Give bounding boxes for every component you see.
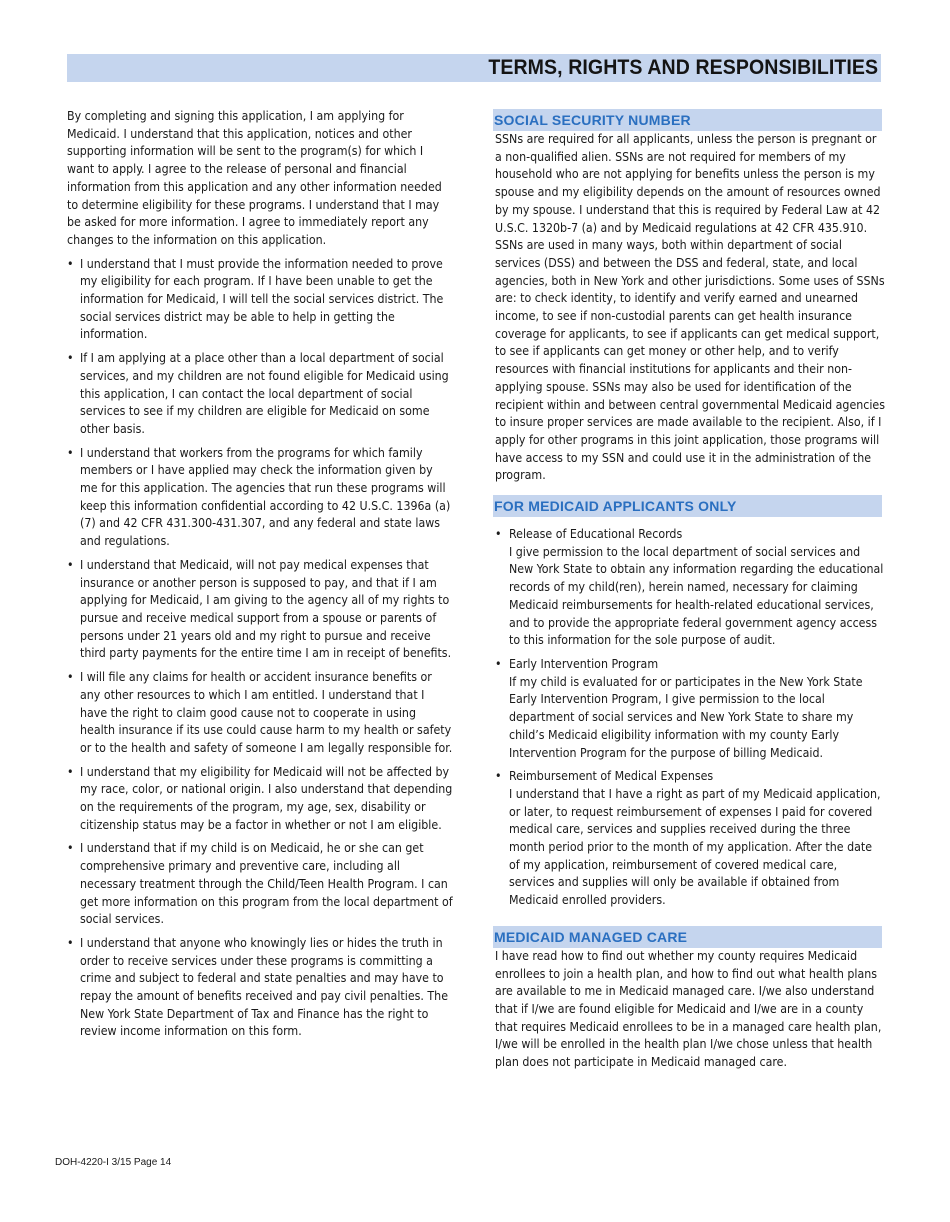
list-item-title: Reimbursement of Medical Expenses	[509, 769, 714, 784]
list-item: • I understand that anyone who knowingly lies or hides the truth in order to receive services under these programs is committing a crime and subject to federal and state penalties and may have to repay the amount of benefits received and pay civil penalties. The New York State Department of Tax and Finance has the right to review income information on this form.	[67, 935, 453, 1041]
list-item: • I understand that I must provide the information needed to prove my eligibility for each program. If I have been unable to get the information for Medicaid, I will tell the social services district. The social services district may be able to help in getting the information.	[67, 256, 453, 345]
medicaid-applicants-heading: FOR MEDICAID APPLICANTS ONLY	[493, 495, 882, 517]
list-item	[495, 656, 885, 762]
list-item	[495, 768, 885, 910]
list-item: • If I am applying at a place other than a local department of social services, and my children are not found eligible for Medicaid using this application, I can contact the local department of social services to see if my children are eligible for Medicaid on some other basis.	[67, 350, 453, 439]
page-title: TERMS, RIGHTS AND RESPONSIBILITIES	[488, 56, 878, 79]
terms-list	[67, 256, 453, 1042]
header-bar	[67, 54, 881, 82]
list-item-text: I give permission to the local department of social services and New York State to obtain any information regarding the educational records of my child(ren), herein named, necessary for claiming Medicaid reimbursements for health-related educational services, and to provide the appropriate federal government agency access to this information for the sole purpose of audit.	[509, 544, 884, 648]
right-column	[495, 109, 885, 1072]
ssn-paragraph: SSNs are required for all applicants, unless the person is pregnant or a non-qualified alien. SSNs are not required for members of my household who are not applying for benefits unless the person is my spouse and my eligibility depends on the amount of resources owned by my spouse. I understand that this is required by Federal Law at 42 U.S.C. 1320b-7 (a) and by Medicaid regulations at 42 CFR 435.910. SSNs are used in many ways, both within department of social services (DSS) and between the DSS and federal, state, and local agencies, both in New York and other jurisdictions. Some uses of SSNs are: to check identity, to identify and verify earned and unearned income, to see if non-custodial parents can get health insurance coverage for applicants, to see if applicants can get medical support, to see if applicants can get money or other help, and to verify resources with financial institutions for applicants and their non-applying spouse. SSNs may also be used for identification of the recipient within and between central governmental Medicaid agencies to insure proper services are made available to the recipient. Also, if I apply for other programs in this joint application, those programs will have access to my SSN and could use it in the administration of the program.	[495, 132, 885, 483]
form-footer: DOH-4220-I 3/15 Page 14	[55, 1157, 172, 1168]
medicaid-applicants-list	[495, 526, 885, 910]
managed-care-heading: MEDICAID MANAGED CARE	[493, 926, 882, 948]
list-item: • I understand that my eligibility for Medicaid will not be affected by my race, color, or national origin. I also understand that depending on the requirements of the program, my age, sex, disability or citizenship status may be a factor in whether or not I am eligible.	[67, 764, 453, 835]
list-item-title: Release of Educational Records	[509, 527, 683, 542]
list-item-title: Early Intervention Program	[509, 656, 659, 671]
ssn-heading: SOCIAL SECURITY NUMBER	[493, 109, 882, 131]
list-item-text: If my child is evaluated for or participates in the New York State Early Intervention Program, I give permission to the local department of social services and New York State to share my child’s Medicaid eligibility information with my county Early Intervention Program for the purpose of billing Medicaid.	[509, 674, 863, 760]
left-column	[67, 108, 453, 1047]
list-item: • I understand that Medicaid, will not pay medical expenses that insurance or another person is supposed to pay, and that if I am applying for Medicaid, I am giving to the agency all of my rights to pursue and receive medical support from a spouse or parents of persons under 21 years old and my right to pursue and receive third party payments for the entire time I am in receipt of benefits.	[67, 557, 453, 663]
list-item: • I understand that workers from the programs for which family members or I have applied may check the information given by me for this application. The agencies that run these programs will keep this information confidential according to 42 U.S.C. 1396a (a) (7) and 42 CFR 431.300-431.307, and any federal and state laws and regulations.	[67, 445, 453, 551]
list-item: • I will file any claims for health or accident insurance benefits or any other resources to which I am entitled. I understand that I have the right to claim good cause not to cooperate in using health insurance if its use could cause harm to my health or safety or to the health and safety of someone I am legally responsible for.	[67, 669, 453, 758]
managed-care-paragraph: I have read how to find out whether my county requires Medicaid enrollees to join a health plan, and how to find out what health plans are available to me in Medicaid managed care. I/we also understand that if I/we are found eligible for Medicaid and I/we are in a county that requires Medicaid enrollees to be in a managed care health plan, I/we will be enrolled in the health plan I/we chose unless that health plan does not participate in Medicaid managed care.	[495, 948, 882, 1070]
list-item	[495, 526, 885, 650]
intro-paragraph: By completing and signing this application, I am applying for Medicaid. I understand that this application, notices and other supporting information will be sent to the program(s) for which I want to apply. I agree to the release of personal and financial information from this application and any other information needed to determine eligibility for these programs. I understand that I may be asked for more information. I agree to immediately report any changes to the information on this application.	[67, 109, 442, 247]
list-item-text: I understand that I have a right as part of my Medicaid application, or later, to request reimbursement of expenses I paid for covered medical care, services and supplies received during the three month period prior to the month of my application. After the date of my application, reimbursement of covered medical care, services and supplies will only be available if obtained from Medicaid enrolled providers.	[509, 786, 881, 908]
list-item: • I understand that if my child is on Medicaid, he or she can get comprehensive primary and preventive care, including all necessary treatment through the Child/Teen Health Program. I can get more information on this program from the local department of social services.	[67, 840, 453, 929]
